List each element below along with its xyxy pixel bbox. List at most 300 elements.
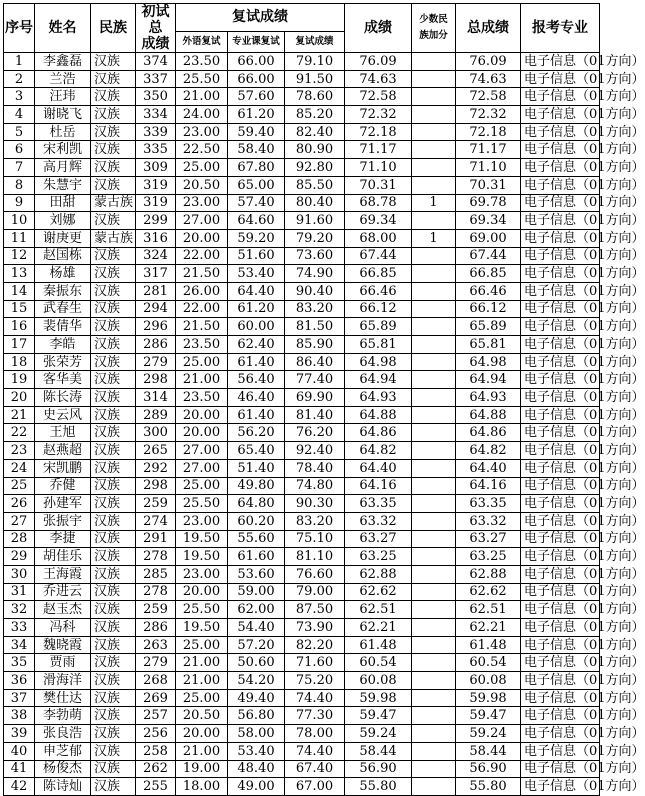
cell-minority-bonus [412,459,456,477]
cell-major: 电子信息（01方向） [521,778,600,796]
cell-ethnicity: 汉族 [91,265,136,283]
header-seq: 序号 [4,4,35,53]
table-row [4,106,600,124]
cell-retest-score: 76.60 [285,565,345,583]
cell-initial-score: 296 [136,318,176,336]
cell-major: 电子信息（01方向） [521,636,600,654]
cell-retest-foreign: 20.00 [176,229,228,247]
cell-minority-bonus [412,742,456,760]
cell-retest-foreign: 23.50 [176,389,228,407]
cell-retest-foreign: 20.00 [176,583,228,601]
cell-total: 62.62 [456,583,521,601]
cell-retest-foreign: 25.00 [176,689,228,707]
cell-name: 田甜 [35,194,91,212]
cell-retest-score: 81.10 [285,548,345,566]
cell-total: 56.90 [456,760,521,778]
cell-score: 72.58 [345,88,412,106]
cell-retest-course: 54.20 [228,672,285,690]
cell-retest-score: 74.80 [285,477,345,495]
cell-minority-bonus [412,725,456,743]
cell-major: 电子信息（01方向） [521,53,600,71]
cell-score: 72.18 [345,123,412,141]
cell-total: 66.12 [456,300,521,318]
cell-retest-foreign: 21.50 [176,265,228,283]
cell-seq: 1 [4,53,35,71]
table-row [4,760,600,778]
cell-minority-bonus [412,159,456,177]
cell-retest-foreign: 19.00 [176,760,228,778]
cell-retest-foreign: 21.00 [176,742,228,760]
cell-retest-score: 69.90 [285,389,345,407]
cell-major: 电子信息（01方向） [521,672,600,690]
cell-ethnicity: 汉族 [91,601,136,619]
cell-ethnicity: 汉族 [91,495,136,513]
cell-total: 63.32 [456,512,521,530]
cell-seq: 28 [4,530,35,548]
cell-name: 张荣芳 [35,353,91,371]
cell-major: 电子信息（01方向） [521,565,600,583]
cell-retest-score: 82.20 [285,636,345,654]
cell-retest-course: 66.00 [228,53,285,71]
cell-initial-score: 350 [136,88,176,106]
cell-initial-score: 255 [136,778,176,796]
cell-seq: 27 [4,512,35,530]
cell-seq: 38 [4,707,35,725]
cell-ethnicity: 汉族 [91,106,136,124]
cell-name: 杨雄 [35,265,91,283]
cell-retest-course: 61.40 [228,353,285,371]
cell-score: 56.90 [345,760,412,778]
cell-retest-foreign: 21.00 [176,672,228,690]
cell-retest-course: 62.40 [228,336,285,354]
header-retest-group: 复试成绩 [176,4,345,32]
cell-score: 74.63 [345,70,412,88]
cell-minority-bonus [412,778,456,796]
cell-score: 64.16 [345,477,412,495]
cell-retest-score: 73.60 [285,247,345,265]
cell-total: 60.54 [456,654,521,672]
cell-retest-foreign: 21.00 [176,371,228,389]
cell-retest-course: 49.80 [228,477,285,495]
cell-major: 电子信息（01方向） [521,548,600,566]
cell-minority-bonus [412,318,456,336]
cell-retest-foreign: 25.00 [176,477,228,495]
cell-name: 乔健 [35,477,91,495]
cell-seq: 2 [4,70,35,88]
cell-retest-score: 80.40 [285,194,345,212]
cell-major: 电子信息（01方向） [521,512,600,530]
cell-retest-foreign: 24.00 [176,106,228,124]
header-total: 总成绩 [456,4,521,53]
cell-name: 滑海洋 [35,672,91,690]
cell-score: 61.48 [345,636,412,654]
cell-score: 64.94 [345,371,412,389]
cell-retest-score: 67.40 [285,760,345,778]
header-ethnicity: 民族 [91,4,136,53]
header-initial-line2: 成绩 [141,36,170,52]
cell-seq: 23 [4,442,35,460]
cell-major: 电子信息（01方向） [521,371,600,389]
cell-total: 64.94 [456,371,521,389]
cell-total: 59.47 [456,707,521,725]
cell-total: 70.31 [456,176,521,194]
cell-major: 电子信息（01方向） [521,229,600,247]
cell-minority-bonus [412,707,456,725]
cell-major: 电子信息（01方向） [521,459,600,477]
cell-retest-score: 82.40 [285,123,345,141]
cell-total: 64.88 [456,406,521,424]
cell-minority-bonus [412,442,456,460]
cell-name: 贾雨 [35,654,91,672]
cell-seq: 19 [4,371,35,389]
cell-score: 70.31 [345,176,412,194]
cell-retest-foreign: 22.50 [176,141,228,159]
cell-seq: 26 [4,495,35,513]
table-row [4,353,600,371]
cell-retest-score: 91.60 [285,212,345,230]
cell-seq: 13 [4,265,35,283]
cell-retest-score: 74.90 [285,265,345,283]
cell-initial-score: 286 [136,619,176,637]
cell-retest-foreign: 21.00 [176,654,228,672]
cell-seq: 32 [4,601,35,619]
cell-name: 宋凯鹏 [35,459,91,477]
cell-retest-foreign: 19.50 [176,619,228,637]
cell-ethnicity: 汉族 [91,336,136,354]
cell-major: 电子信息（01方向） [521,336,600,354]
cell-total: 55.80 [456,778,521,796]
cell-initial-score: 298 [136,477,176,495]
cell-retest-foreign: 19.50 [176,530,228,548]
cell-initial-score: 334 [136,106,176,124]
header-retest-score: 复试成绩 [285,31,345,52]
cell-ethnicity: 汉族 [91,247,136,265]
cell-name: 张良浩 [35,725,91,743]
cell-initial-score: 256 [136,725,176,743]
cell-retest-score: 91.50 [285,70,345,88]
cell-retest-foreign: 27.00 [176,442,228,460]
cell-initial-score: 292 [136,459,176,477]
cell-total: 64.16 [456,477,521,495]
cell-minority-bonus [412,389,456,407]
cell-ethnicity: 汉族 [91,141,136,159]
cell-initial-score: 258 [136,742,176,760]
cell-name: 李皓 [35,336,91,354]
cell-retest-course: 64.60 [228,212,285,230]
table-row [4,406,600,424]
cell-minority-bonus [412,300,456,318]
cell-major: 电子信息（01方向） [521,619,600,637]
cell-total: 69.78 [456,194,521,212]
cell-total: 64.98 [456,353,521,371]
cell-retest-course: 48.40 [228,760,285,778]
cell-name: 孙建军 [35,495,91,513]
header-score: 成绩 [345,4,412,53]
cell-seq: 12 [4,247,35,265]
cell-score: 59.47 [345,707,412,725]
cell-score: 55.80 [345,778,412,796]
cell-major: 电子信息（01方向） [521,389,600,407]
cell-major: 电子信息（01方向） [521,159,600,177]
cell-retest-foreign: 21.00 [176,88,228,106]
cell-retest-score: 78.00 [285,725,345,743]
table-row [4,601,600,619]
cell-score: 63.25 [345,548,412,566]
cell-initial-score: 335 [136,141,176,159]
cell-ethnicity: 汉族 [91,583,136,601]
header-retest-course: 专业课复试 [228,31,285,52]
cell-name: 赵燕超 [35,442,91,460]
cell-name: 谢庚更 [35,229,91,247]
cell-seq: 29 [4,548,35,566]
cell-retest-course: 58.40 [228,141,285,159]
cell-score: 59.24 [345,725,412,743]
cell-name: 兰浩 [35,70,91,88]
cell-major: 电子信息（01方向） [521,212,600,230]
cell-score: 58.44 [345,742,412,760]
cell-ethnicity: 汉族 [91,353,136,371]
cell-ethnicity: 汉族 [91,88,136,106]
cell-initial-score: 299 [136,212,176,230]
cell-name: 张振宇 [35,512,91,530]
cell-retest-score: 85.90 [285,336,345,354]
cell-score: 65.81 [345,336,412,354]
cell-retest-course: 51.40 [228,459,285,477]
cell-name: 刘娜 [35,212,91,230]
cell-minority-bonus [412,636,456,654]
table-row [4,336,600,354]
table-row [4,619,600,637]
cell-retest-score: 79.10 [285,53,345,71]
table-row [4,512,600,530]
cell-major: 电子信息（01方向） [521,442,600,460]
cell-retest-foreign: 20.50 [176,707,228,725]
cell-retest-course: 53.40 [228,265,285,283]
cell-ethnicity: 汉族 [91,300,136,318]
cell-retest-course: 50.60 [228,654,285,672]
cell-ethnicity: 汉族 [91,530,136,548]
cell-name: 李捷 [35,530,91,548]
cell-retest-score: 78.40 [285,459,345,477]
cell-major: 电子信息（01方向） [521,654,600,672]
cell-seq: 11 [4,229,35,247]
cell-name: 陈长涛 [35,389,91,407]
cell-major: 电子信息（01方向） [521,176,600,194]
cell-total: 65.89 [456,318,521,336]
cell-major: 电子信息（01方向） [521,88,600,106]
cell-score: 64.88 [345,406,412,424]
cell-retest-course: 61.60 [228,548,285,566]
cell-name: 乔进云 [35,583,91,601]
cell-ethnicity: 汉族 [91,477,136,495]
header-retest-foreign: 外语复试 [176,31,228,52]
table-row [4,742,600,760]
cell-retest-score: 80.90 [285,141,345,159]
cell-initial-score: 268 [136,672,176,690]
cell-retest-score: 90.40 [285,282,345,300]
cell-major: 电子信息（01方向） [521,601,600,619]
cell-retest-course: 66.00 [228,70,285,88]
cell-retest-score: 83.20 [285,300,345,318]
cell-score: 68.00 [345,229,412,247]
cell-minority-bonus [412,689,456,707]
cell-minority-bonus [412,353,456,371]
cell-initial-score: 257 [136,707,176,725]
cell-retest-course: 57.20 [228,636,285,654]
cell-name: 秦振东 [35,282,91,300]
cell-major: 电子信息（01方向） [521,300,600,318]
cell-name: 李鑫磊 [35,53,91,71]
cell-name: 宋利凯 [35,141,91,159]
cell-score: 67.44 [345,247,412,265]
cell-total: 58.44 [456,742,521,760]
cell-initial-score: 300 [136,424,176,442]
header-initial-line1: 初试总 [141,4,170,36]
cell-retest-course: 61.40 [228,406,285,424]
cell-retest-score: 85.50 [285,176,345,194]
cell-ethnicity: 汉族 [91,176,136,194]
cell-major: 电子信息（01方向） [521,247,600,265]
cell-seq: 30 [4,565,35,583]
cell-initial-score: 309 [136,159,176,177]
cell-retest-score: 74.40 [285,689,345,707]
cell-score: 64.86 [345,424,412,442]
cell-total: 62.51 [456,601,521,619]
table-row [4,548,600,566]
cell-seq: 34 [4,636,35,654]
cell-initial-score: 294 [136,300,176,318]
cell-major: 电子信息（01方向） [521,141,600,159]
cell-initial-score: 262 [136,760,176,778]
cell-retest-foreign: 22.00 [176,300,228,318]
cell-score: 76.09 [345,53,412,71]
cell-retest-score: 83.20 [285,512,345,530]
cell-retest-score: 71.60 [285,654,345,672]
cell-total: 71.10 [456,159,521,177]
table-row [4,229,600,247]
cell-score: 66.46 [345,282,412,300]
cell-name: 胡佳乐 [35,548,91,566]
cell-initial-score: 289 [136,406,176,424]
cell-ethnicity: 汉族 [91,512,136,530]
cell-initial-score: 324 [136,247,176,265]
cell-major: 电子信息（01方向） [521,353,600,371]
cell-ethnicity: 汉族 [91,459,136,477]
cell-seq: 10 [4,212,35,230]
table-row [4,565,600,583]
table-row [4,477,600,495]
cell-seq: 17 [4,336,35,354]
cell-ethnicity: 汉族 [91,760,136,778]
cell-total: 69.34 [456,212,521,230]
cell-initial-score: 259 [136,601,176,619]
cell-retest-score: 74.40 [285,742,345,760]
cell-total: 66.85 [456,265,521,283]
cell-name: 高月辉 [35,159,91,177]
cell-retest-foreign: 25.00 [176,353,228,371]
cell-retest-score: 75.10 [285,530,345,548]
cell-retest-course: 56.20 [228,424,285,442]
cell-ethnicity: 汉族 [91,654,136,672]
cell-seq: 35 [4,654,35,672]
cell-name: 武春生 [35,300,91,318]
cell-retest-foreign: 18.00 [176,778,228,796]
cell-minority-bonus [412,583,456,601]
cell-retest-score: 86.40 [285,353,345,371]
cell-initial-score: 274 [136,512,176,530]
cell-retest-course: 59.00 [228,583,285,601]
cell-minority-bonus [412,672,456,690]
cell-seq: 7 [4,159,35,177]
cell-ethnicity: 汉族 [91,406,136,424]
table-row [4,654,600,672]
cell-initial-score: 319 [136,194,176,212]
cell-retest-foreign: 20.00 [176,424,228,442]
cell-minority-bonus [412,424,456,442]
cell-seq: 9 [4,194,35,212]
table-row [4,389,600,407]
cell-total: 64.86 [456,424,521,442]
cell-seq: 40 [4,742,35,760]
table-row [4,159,600,177]
cell-seq: 8 [4,176,35,194]
cell-initial-score: 263 [136,636,176,654]
cell-major: 电子信息（01方向） [521,689,600,707]
cell-minority-bonus [412,654,456,672]
table-row [4,530,600,548]
cell-retest-course: 61.20 [228,106,285,124]
cell-score: 60.08 [345,672,412,690]
header-name: 姓名 [35,4,91,53]
cell-seq: 42 [4,778,35,796]
cell-total: 62.21 [456,619,521,637]
cell-minority-bonus [412,530,456,548]
cell-initial-score: 317 [136,265,176,283]
cell-total: 59.24 [456,725,521,743]
cell-retest-score: 76.20 [285,424,345,442]
cell-score: 62.88 [345,565,412,583]
cell-retest-foreign: 23.00 [176,512,228,530]
cell-retest-foreign: 23.50 [176,336,228,354]
cell-initial-score: 374 [136,53,176,71]
cell-ethnicity: 汉族 [91,282,136,300]
cell-minority-bonus [412,512,456,530]
cell-seq: 20 [4,389,35,407]
cell-retest-score: 73.90 [285,619,345,637]
cell-total: 63.25 [456,548,521,566]
table-row [4,247,600,265]
cell-retest-foreign: 20.00 [176,725,228,743]
cell-minority-bonus [412,565,456,583]
cell-ethnicity: 汉族 [91,442,136,460]
cell-retest-score: 75.20 [285,672,345,690]
cell-retest-course: 55.60 [228,530,285,548]
cell-score: 64.93 [345,389,412,407]
cell-seq: 36 [4,672,35,690]
cell-retest-course: 54.40 [228,619,285,637]
cell-ethnicity: 汉族 [91,318,136,336]
cell-retest-course: 53.60 [228,565,285,583]
cell-retest-foreign: 27.00 [176,212,228,230]
table-row [4,88,600,106]
cell-retest-score: 79.00 [285,583,345,601]
cell-seq: 24 [4,459,35,477]
cell-initial-score: 285 [136,565,176,583]
cell-score: 60.54 [345,654,412,672]
cell-minority-bonus: 1 [412,194,456,212]
header-minority-line1: 少数民 [419,14,448,25]
table-row [4,707,600,725]
